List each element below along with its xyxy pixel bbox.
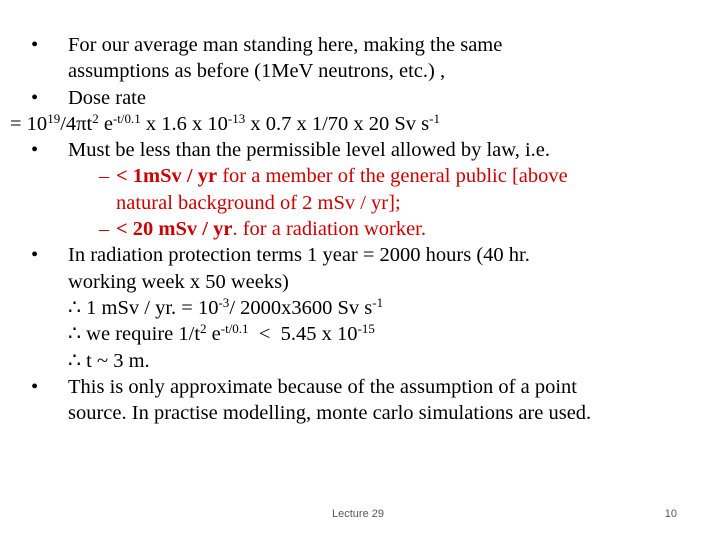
eq-part: e <box>206 323 221 346</box>
bullet-marker: • <box>31 139 39 162</box>
bullet-line <box>0 242 720 268</box>
bullet-marker: • <box>31 244 39 267</box>
text: For our average man standing here, making the same <box>68 34 503 56</box>
text: source. In practise modelling, monte carlo simulations are used. <box>68 402 592 425</box>
eq-part: / 2000x3600 Sv s <box>229 296 373 319</box>
eq-part: /4πt <box>60 112 93 135</box>
dose-rate-equation <box>0 111 720 137</box>
eq-part: x 1.6 x 10 <box>140 112 228 135</box>
text: Must be less than the permissible level allowed by law, i.e. <box>68 139 551 162</box>
sub-bullet-line <box>0 216 720 242</box>
footer-lecture: Lecture 29 <box>332 508 384 520</box>
public-limit: < 1mSv / yr <box>116 165 218 188</box>
eq-part: e <box>98 112 113 135</box>
page-number: 10 <box>664 508 677 520</box>
bullet-line <box>0 85 720 111</box>
bullet-line <box>0 137 720 163</box>
eq-part: ∴ we require 1/t <box>68 323 201 346</box>
eq-part: ∴ 1 mSv / yr. = 10 <box>68 296 219 319</box>
bullet-line <box>0 32 720 58</box>
eq-part: < 5.45 x 10 <box>248 323 358 346</box>
eq-sup: -3 <box>218 294 230 310</box>
text: . for a radiation worker. <box>232 218 427 241</box>
eq-sup: -1 <box>372 294 384 310</box>
text: In radiation protection terms 1 year = 2000 hours (40 hr. <box>68 244 530 267</box>
bullet-continuation <box>0 58 720 84</box>
dash-marker: – <box>99 218 110 241</box>
slide-body <box>0 32 720 426</box>
text: natural background of 2 mSv / yr]; <box>116 191 401 214</box>
bullet-marker: • <box>31 86 39 109</box>
eq-sup: -13 <box>227 110 246 126</box>
dash-marker: – <box>99 165 110 188</box>
eq-sup: -1 <box>429 110 440 126</box>
sub-bullet-line <box>0 163 720 189</box>
therefore-line <box>0 295 720 321</box>
therefore-line <box>0 348 720 374</box>
eq-sup: 2 <box>92 110 99 126</box>
worker-limit: < 20 mSv / yr <box>116 218 233 241</box>
eq-sup: 19 <box>47 110 61 126</box>
text: working week x 50 weeks) <box>68 270 289 293</box>
eq-part: = 10 <box>10 112 48 135</box>
text: ∴ t ~ 3 m. <box>68 349 150 372</box>
text: for a member of the general public [above <box>217 165 568 188</box>
text: This is only approximate because of the assumption of a point <box>68 375 577 398</box>
eq-sup: -t/0.1 <box>220 321 249 337</box>
text: assumptions as before (1MeV neutrons, etc.) , <box>68 60 446 83</box>
eq-sup: -t/0.1 <box>112 110 141 126</box>
bullet-continuation <box>0 269 720 295</box>
eq-part: x 0.7 x 1/70 x 20 Sv s <box>245 112 430 135</box>
text: Dose rate <box>68 86 146 109</box>
bullet-line <box>0 374 720 400</box>
eq-sup: -15 <box>357 321 375 337</box>
bullet-marker: • <box>31 375 39 398</box>
bullet-continuation <box>0 400 720 426</box>
bullet-marker: • <box>31 34 39 56</box>
eq-sup: 2 <box>200 321 207 337</box>
therefore-line <box>0 321 720 347</box>
sub-bullet-continuation <box>0 190 720 216</box>
